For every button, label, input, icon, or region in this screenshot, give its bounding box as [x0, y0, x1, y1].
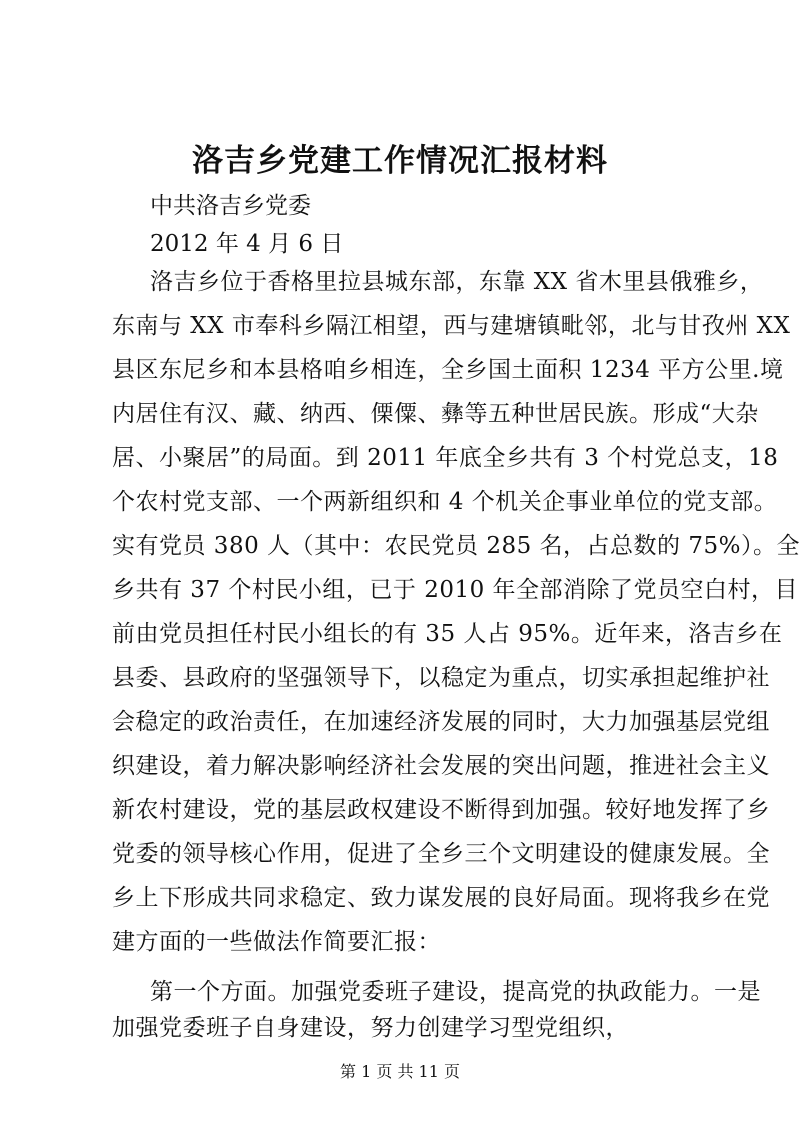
- paragraph-line: 个农村党支部、一个两新组织和 4 个机关企事业单位的党支部。: [112, 489, 778, 515]
- paragraph-line: 乡上下形成共同求稳定、致力谋发展的良好局面。现将我乡在党: [112, 885, 770, 911]
- issuing-organization: 中共洛吉乡党委: [150, 193, 311, 219]
- paragraph-line: 前由党员担任村民小组长的有 35 人占 95%。近年来，洛吉乡在: [112, 621, 783, 647]
- document-title: 洛吉乡党建工作情况汇报材料: [192, 143, 608, 179]
- paragraph-line: 洛吉乡位于香格里拉县城东部，东靠 XX 省木里县俄雅乡，: [150, 269, 764, 295]
- paragraph-line: 第一个方面。加强党委班子建设，提高党的执政能力。一是: [150, 979, 761, 1005]
- paragraph-line: 实有党员 380 人（其中：农民党员 285 名，占总数的 75%）。全: [112, 533, 800, 559]
- paragraph-line: 新农村建设，党的基层政权建设不断得到加强。较好地发挥了乡: [112, 797, 770, 823]
- paragraph-line: 居、小聚居”的局面。到 2011 年底全乡共有 3 个村党总支，18: [112, 445, 779, 471]
- page-footer: 第 1 页 共 11 页: [340, 1062, 460, 1081]
- paragraph-line: 县区东尼乡和本县格咱乡相连，全乡国土面积 1234 平方公里.境: [112, 357, 784, 383]
- paragraph-line: 会稳定的政治责任，在加速经济发展的同时，大力加强基层党组: [112, 709, 770, 735]
- paragraph-line: 党委的领导核心作用，促进了全乡三个文明建设的健康发展。全: [112, 841, 770, 867]
- paragraph-line: 内居住有汉、藏、纳西、傈僳、彝等五种世居民族。形成“大杂: [112, 401, 759, 427]
- paragraph-line: 乡共有 37 个村民小组，已于 2010 年全部消除了党员空白村，目: [112, 577, 799, 603]
- paragraph-line: 东南与 XX 市奉科乡隔江相望，西与建塘镇毗邻，北与甘孜州 XX: [112, 313, 791, 339]
- document-date: 2012 年 4 月 6 日: [150, 231, 344, 257]
- paragraph-line: 织建设，着力解决影响经济社会发展的突出问题，推进社会主义: [112, 753, 770, 779]
- paragraph-line: 建方面的一些做法作简要汇报：: [112, 929, 441, 955]
- paragraph-line: 加强党委班子自身建设，努力创建学习型党组织，: [112, 1015, 629, 1041]
- paragraph-line: 县委、县政府的坚强领导下，以稳定为重点，切实承担起维护社: [112, 665, 770, 691]
